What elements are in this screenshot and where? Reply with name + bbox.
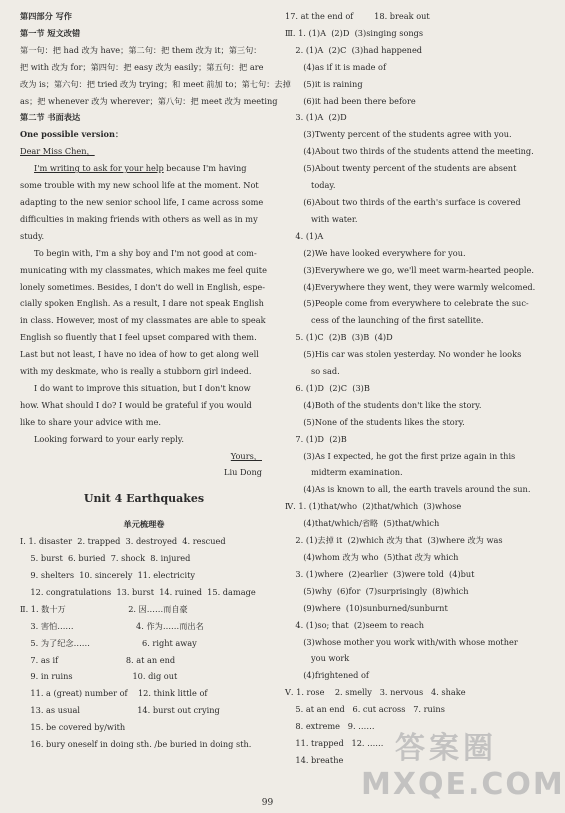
answer-line: (2)We have looked everywhere for you. <box>285 247 466 258</box>
paragraph-line: municating with my classmates, which makes me feel quite <box>20 264 267 275</box>
paragraph-line: English so fluently that I feel upset compared with them. <box>20 332 257 343</box>
section1-title: 第一节 短文改错 <box>20 27 81 38</box>
answer-line: (3)whose mother you work with/with whose mother <box>285 636 518 647</box>
answer-line: 8. extreme 9. …… <box>285 721 375 732</box>
answer-line: today. <box>285 180 336 191</box>
left-column <box>20 8 291 753</box>
answer-line: 5. burst 6. buried 7. shock 8. injured <box>20 553 191 564</box>
paragraph-line: lonely sometimes. Besides, I don't do well in English, espe- <box>20 281 266 292</box>
answer-line: (5)People come from everywhere to celebrate the suc- <box>285 298 529 309</box>
paragraph-line: in class. However, most of my classmates are able to speak <box>20 315 266 326</box>
right-column <box>285 8 536 769</box>
paragraph-line: cially spoken English. As a result, I dare not speak English <box>20 298 264 309</box>
paragraph-line: To begin with, I'm a shy boy and I'm not good at com- <box>34 247 257 258</box>
answer-line: 11. a (great) number of 12. think little of <box>20 688 208 699</box>
answer-line: 11. trapped 12. …… <box>285 737 384 748</box>
answer-line: 6. (1)D (2)C (3)B <box>285 382 370 393</box>
unit-title: Unit 4 Earthquakes <box>83 492 205 506</box>
answer-line: (6)it had been there before <box>285 95 416 106</box>
answer-line: (4)that/which/省略 (5)that/which <box>285 518 440 529</box>
letter-greeting: Dear Miss Chen， <box>20 146 95 157</box>
answer-line: Ⅰ. 1. disaster 2. trapped 3. destroyed 4. rescued <box>20 536 226 547</box>
answer-line: 2. (1)A (2)C (3)had happened <box>285 44 423 55</box>
paragraph-line: like to share your advice with me. <box>20 416 161 427</box>
page-number: 99 <box>261 798 274 808</box>
paragraph-line <box>20 160 268 177</box>
answer-line: Ⅴ. 1. rose 2. smelly 3. nervous 4. shake <box>285 687 466 698</box>
answer-line: 13. as usual 14. burst out crying <box>20 705 220 716</box>
answer-line: (4)Both of the students don't like the story. <box>285 399 482 410</box>
answer-line: (4)whom 改为 who (5)that 改为 which <box>285 552 459 562</box>
correction-line: as；把 whenever 改为 wherever；第八句：把 meet 改为 meeting <box>20 95 278 106</box>
highlighted-sentence: I'm writing to ask for your help <box>34 163 164 174</box>
answer-line: 4. (1)so; that (2)seem to reach <box>285 619 425 630</box>
answer-line: (9)where (10)sunburned/sunburnt <box>285 602 448 613</box>
answer-line: (5)About twenty percent of the students are absent <box>285 163 517 174</box>
answer-line: 14. breathe <box>285 754 344 765</box>
paragraph-line: difficulties in making friends with others as well as in my <box>20 213 258 224</box>
paragraph-line: how. What should I do? I would be grateful if you would <box>20 399 252 410</box>
answer-line: 15. be covered by/with <box>20 722 126 733</box>
site-watermark <box>361 723 565 811</box>
paragraph-line-rest: because I'm having <box>163 163 247 174</box>
answer-line: (4)As is known to all, the earth travels around the sun. <box>285 484 531 495</box>
answer-line: (3)Twenty percent of the students agree with you. <box>285 129 512 140</box>
paragraph-line: I do want to improve this situation, but I don't know <box>34 382 251 393</box>
answer-line: midterm examination. <box>285 467 403 478</box>
version-label: One possible version： <box>20 129 124 140</box>
answer-line: (6)About two thirds of the earth's surface is covered <box>285 196 521 207</box>
answer-line: (4)Everywhere they went, they were warmly welcomed. <box>285 281 536 292</box>
answer-line: 5. at an end 6. cut across 7. ruins <box>285 704 445 715</box>
answer-line: Ⅳ. 1. (1)that/who (2)that/which (3)whose <box>285 501 462 512</box>
answer-line: 5. (1)C (2)B (3)B (4)D <box>285 332 393 343</box>
correction-line: 第一句：把 had 改为 have；第二句：把 them 改为 it；第三句： <box>20 44 262 55</box>
letter-closing: Yours， <box>230 450 262 461</box>
answer-line: (5)None of the students likes the story. <box>285 416 465 427</box>
correction-line: 改为 is；第六句：把 tried 改为 trying；和 meet 前加 to；第七句：去掉 <box>20 78 291 89</box>
answer-line: Ⅲ. 1. (1)A (2)D (3)singing songs <box>285 27 424 38</box>
correction-line: 把 with 改为 for；第四句：把 easy 改为 easily；第五句：把 are <box>20 61 264 72</box>
answer-line: (3)Everywhere we go, we'll meet warm-hearted people. <box>285 264 534 275</box>
answer-line: 3. 害怕…… 4. 作为……而出名 <box>20 620 204 631</box>
answer-line: 2. (1)去掉 it (2)which 改为 that (3)where 改为 was <box>285 535 503 546</box>
answer-line: 7. (1)D (2)B <box>285 433 347 444</box>
watermark-logo-text: 答案圈 <box>395 731 497 766</box>
answer-line: cess of the launching of the first satellite. <box>285 315 484 326</box>
answer-line: 5. 为了纪念…… 6. right away <box>20 637 197 648</box>
answer-line: you work <box>285 653 350 664</box>
paragraph-line: study. <box>20 230 45 241</box>
paragraph-line: Last but not least, I have no idea of how to get along well <box>20 349 259 360</box>
answer-line: 9. in ruins 10. dig out <box>20 671 178 682</box>
answer-line: 9. shelters 10. sincerely 11. electricity <box>20 570 196 580</box>
answer-line: (3)As I expected, he got the first prize again in this <box>285 450 516 461</box>
answer-line: with water. <box>285 213 358 224</box>
review-title: 单元梳理卷 <box>123 519 165 530</box>
section2-title: 第二节 书面表达 <box>20 112 81 123</box>
answer-line: 3. (1)where (2)earlier (3)were told (4)but <box>285 568 475 579</box>
answer-line: 4. (1)A <box>285 230 324 241</box>
answer-line: 17. at the end of 18. break out <box>285 11 430 21</box>
paragraph-line: Looking forward to your early reply. <box>34 433 184 444</box>
paragraph-line: some trouble with my new school life at the moment. Not <box>20 180 259 191</box>
watermark-domain: MXQE.COM <box>361 767 565 802</box>
answer-line: (4)as if it is made of <box>285 61 386 72</box>
answer-line: 16. bury oneself in doing sth. /be buried in doing sth. <box>20 739 252 750</box>
answer-line: 12. congratulations 13. burst 14. ruined 15. damage <box>20 586 256 597</box>
answer-line: (5)His car was stolen yesterday. No wonder he looks <box>285 349 522 360</box>
section-title: 第四部分 写作 <box>20 11 72 21</box>
letter-signature: Liu Dong <box>224 467 262 478</box>
answer-line: (5)it is raining <box>285 78 363 89</box>
answer-line: (4)About two thirds of the students attend the meeting. <box>285 146 534 157</box>
paragraph-line: adapting to the new senior school life, I came across some <box>20 196 264 207</box>
answer-line: 3. (1)A (2)D <box>285 112 347 123</box>
paragraph-line: with my deskmate, who is really a stubborn girl indeed. <box>20 366 252 377</box>
answer-line: so sad. <box>285 366 340 377</box>
answer-line: (5)why (6)for (7)surprisingly (8)which <box>285 585 469 596</box>
answer-line: 7. as if 8. at an end <box>20 654 176 665</box>
answer-line: (4)frightened of <box>285 670 369 681</box>
answer-line: Ⅱ. 1. 数十万 2. 因……而自豪 <box>20 603 188 614</box>
